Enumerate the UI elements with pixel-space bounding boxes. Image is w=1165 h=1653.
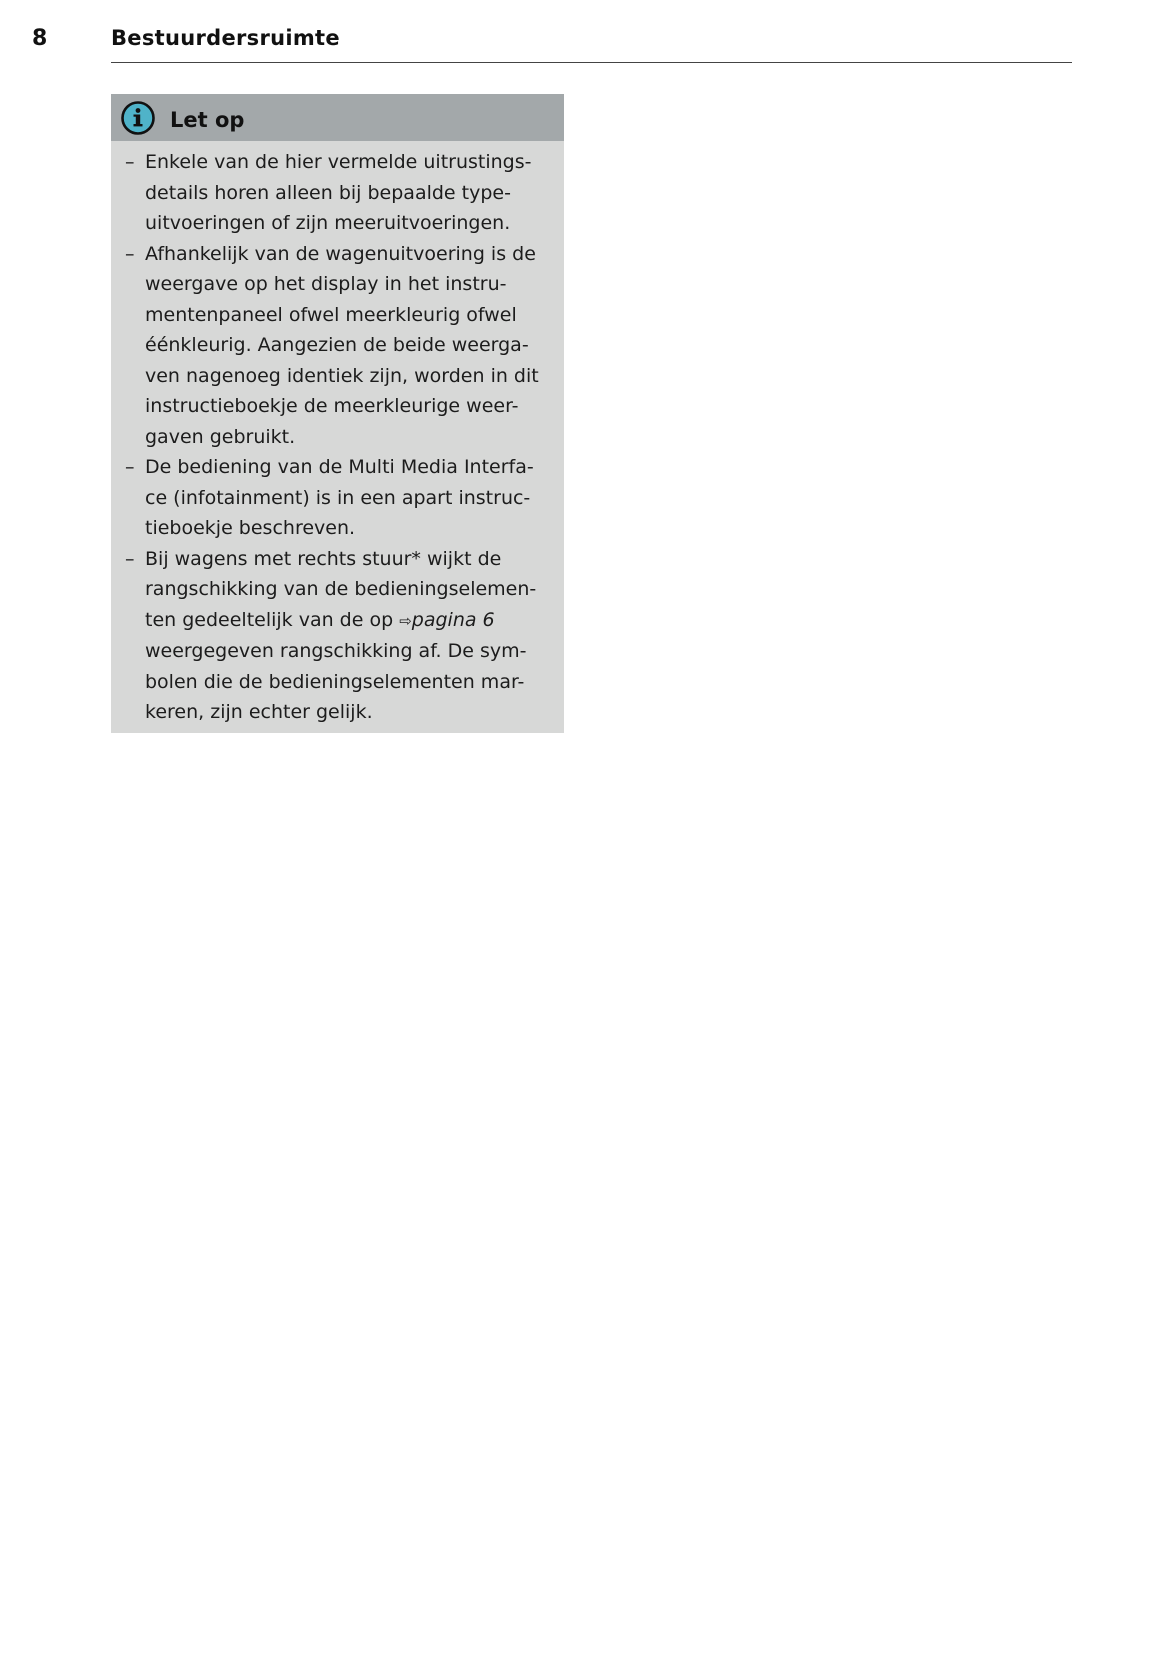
note-text-line: mentenpaneel ofwel meerkleurig ofwel bbox=[145, 303, 517, 326]
chapter-title: Bestuurdersruimte bbox=[111, 26, 340, 50]
note-text-line: keren, zijn echter gelijk. bbox=[145, 701, 373, 723]
page-reference-link[interactable]: pagina 6 bbox=[411, 608, 495, 631]
note-text-line: De bediening van de Multi Media Interfa- bbox=[145, 456, 534, 478]
note-text-line: details horen alleen bij bepaalde type- bbox=[145, 181, 511, 204]
info-icon bbox=[120, 100, 156, 136]
header-rule bbox=[111, 62, 1072, 63]
note-text-line: bolen die de bedieningselementen mar- bbox=[145, 670, 525, 693]
bullet-dash: – bbox=[125, 242, 135, 265]
note-box bbox=[111, 94, 564, 733]
note-text-line: weergave op het display in het instru- bbox=[145, 273, 507, 295]
note-text-line: uitvoeringen of zijn meeruitvoeringen. bbox=[145, 212, 511, 234]
note-text-line: tieboekje beschreven. bbox=[145, 517, 356, 539]
list-item bbox=[125, 147, 554, 239]
note-text-line: weergegeven rangschikking af. De sym- bbox=[145, 640, 527, 662]
note-text-line: instructieboekje de meerkleurige weer- bbox=[145, 395, 519, 417]
list-item bbox=[125, 239, 554, 453]
note-text-line: Afhankelijk van de wagenuitvoering is de bbox=[145, 242, 536, 265]
note-text-line: ce (infotainment) is in een apart instruc- bbox=[145, 486, 531, 509]
note-header bbox=[111, 94, 564, 141]
note-text-line: Bij wagens met rechts stuur* wijkt de bbox=[145, 547, 502, 570]
note-text-line: Enkele van de hier vermelde uitrustings- bbox=[145, 151, 532, 173]
bullet-dash: – bbox=[125, 456, 135, 478]
note-text-line: éénkleurig. Aangezien de beide weerga- bbox=[145, 334, 529, 356]
note-text-line: gaven gebruikt. bbox=[145, 425, 296, 448]
note-text-line-with-ref bbox=[145, 605, 554, 637]
list-item bbox=[125, 544, 554, 728]
bullet-dash: – bbox=[125, 547, 135, 570]
note-text-line: ven nagenoeg identiek zijn, worden in dit bbox=[145, 364, 539, 387]
bullet-dash: – bbox=[125, 151, 135, 173]
page-number: 8 bbox=[32, 26, 48, 51]
note-title: Let op bbox=[170, 107, 245, 132]
note-text-line: rangschikking van de bedieningselemen- bbox=[145, 578, 537, 600]
note-text-fragment: ten gedeeltelijk van de op bbox=[145, 608, 394, 631]
list-item bbox=[125, 452, 554, 544]
note-list bbox=[111, 141, 564, 733]
arrow-right-icon: ⇨ bbox=[399, 611, 412, 630]
